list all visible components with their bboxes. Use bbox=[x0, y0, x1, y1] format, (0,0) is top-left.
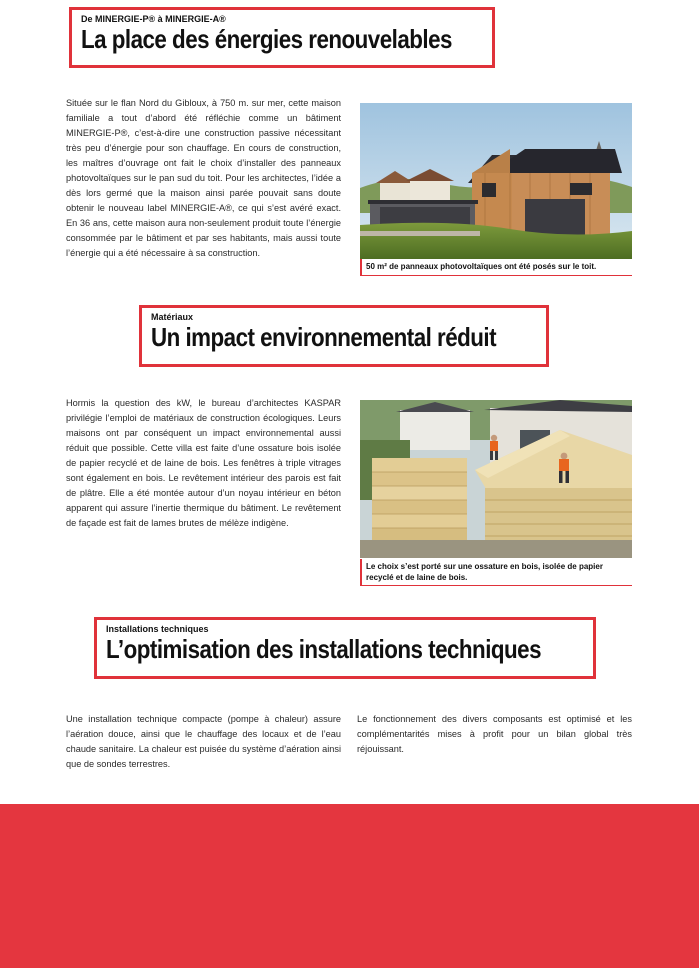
section1-kicker: De MINERGIE-P® à MINERGIE-A® bbox=[81, 14, 226, 24]
section3-heading-box bbox=[94, 617, 596, 679]
footer-band bbox=[0, 804, 699, 968]
house-photo-image bbox=[360, 103, 632, 259]
section1-caption: 50 m² de panneaux photovoltaïques ont été posés sur le toit. bbox=[360, 259, 632, 276]
section1-title: La place des énergies renouvelables bbox=[81, 24, 452, 54]
construction-photo-image bbox=[360, 400, 632, 558]
construction-photo bbox=[360, 400, 632, 558]
section3-body-right: Le fonctionnement des divers composants est optimisé et les complémentarités mises à profit pour un bilan global très réjouissant. bbox=[357, 714, 632, 754]
section2-title: Un impact environnemental réduit bbox=[151, 322, 497, 352]
section2-heading-box bbox=[139, 305, 549, 367]
section3-kicker: Installations techniques bbox=[106, 624, 209, 634]
section3-title: L’optimisation des installations techniques bbox=[106, 634, 542, 664]
section3-body-left: Une installation technique compacte (pompe à chaleur) assure l’aération douce, ainsi que le chauffage des locaux et de l’eau chaude sanitaire. La chaleur est puisée du système d’aération ainsi que de sondes terrestres. bbox=[66, 714, 341, 769]
section2-caption: Le choix s’est porté sur une ossature en bois, isolée de papier recyclé et de laine de bois. bbox=[360, 559, 632, 586]
section2-body: Hormis la question des kW, le bureau d’architectes KASPAR privilégie l’emploi de matériaux de construction écologiques. Leurs maisons ont par conséquent un impact environnemental aussi réduit que possible. Cette villa est faite d’une ossature bois isolée de papier recyclé et de laine de bois. Les fenêtres à triple vitrages sont également en bois. Le revêtement intérieur des parois est fait de plâtre. Elle a été montée autour d’un noyau intérieur en béton apparent qui assure l’inertie thermique du bâtiment. Le revêtement de façade est fait de lames brutes de mélèze indigène. bbox=[66, 398, 341, 528]
section1-body: Située sur le flan Nord du Gibloux, à 750 m. sur mer, cette maison familiale a tout d’abord été réfléchie comme un bâtiment MINERGIE-P®, c’est-à-dire une construction passive nécessitant très peu d’énergie pour son chauffage. En cours de construction, les maîtres d’ouvrage ont fait le choix d’installer des panneaux photovoltaïques sur le pan sud du toit. Pour les architectes, l’idée a dès lors germé que la maison ainsi parée pouvait sans doute obtenir le nouveau label MINERGIE-A®, ce qui s’est avéré exact. En 36 ans, cette maison aura non-seulement produit toute l’énergie consommée par le bâtiment et par ses habitants, mais aussi toute l’énergie qui a été nécessaire à sa construction. bbox=[66, 98, 341, 258]
house-photo bbox=[360, 103, 632, 259]
section2-kicker: Matériaux bbox=[151, 312, 194, 322]
section1-heading-box bbox=[69, 7, 495, 68]
